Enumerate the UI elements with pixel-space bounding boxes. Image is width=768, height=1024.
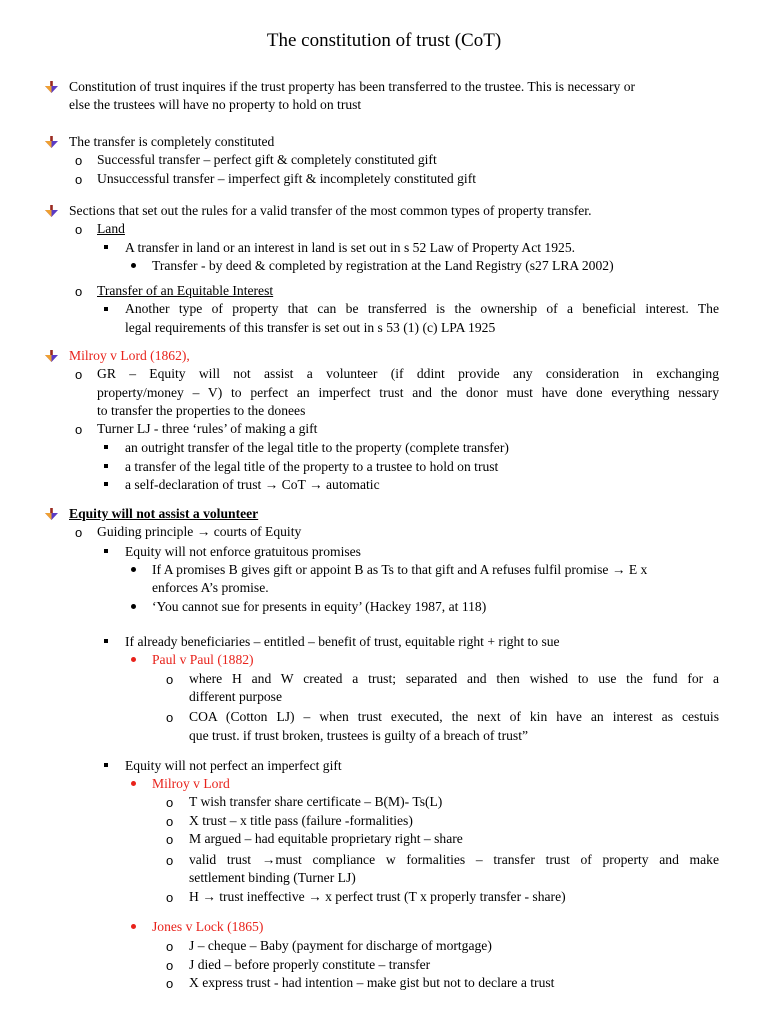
promise-line-1: If A promises B gives gift or appoint B as Ts to that gift and A refuses fulfil promise → E x xyxy=(152,562,648,577)
gr-line-2: property/money – V) to perfect an imperfect trust and the donor must have done everything nessary xyxy=(97,385,719,400)
intro-line-2: else the trustees will have no property to hold on trust xyxy=(69,97,362,112)
case-paul: Paul v Paul (1882) xyxy=(152,652,254,667)
circle-bullet-icon: o xyxy=(75,422,83,437)
milroy-4-line-1: valid trust →must compliance w formalities – transfer trust of property and make xyxy=(189,852,719,867)
arrow-bullet-icon xyxy=(45,205,58,219)
square-bullet-icon xyxy=(104,763,108,767)
arrow-bullet-icon xyxy=(45,136,58,150)
arrow-icon: → xyxy=(196,524,211,539)
square-bullet-icon xyxy=(104,464,108,468)
circle-bullet-icon: o xyxy=(166,795,174,810)
promise-line-2: enforces A’s promise. xyxy=(152,580,269,595)
equitable-line-2: legal requirements of this transfer is set out in s 53 (1) (c) LPA 1925 xyxy=(125,320,496,335)
arrow-icon: → xyxy=(308,889,322,904)
circle-bullet-icon: o xyxy=(166,814,174,829)
arrow-icon: → xyxy=(611,562,626,577)
land-rule: A transfer in land or an interest in land is set out in s 52 Law of Property Act 1925. xyxy=(125,240,576,255)
case-milroy: Milroy v Lord xyxy=(152,776,230,791)
circle-bullet-icon: o xyxy=(166,976,174,991)
circle-bullet-icon: o xyxy=(166,939,174,954)
milroy-3: M argued – had equitable proprietary right – share xyxy=(189,831,463,846)
arrow-bullet-icon xyxy=(45,81,58,95)
dot-bullet-icon xyxy=(131,567,136,572)
case-milroy-heading: Milroy v Lord (1862), xyxy=(69,348,190,363)
case-jones: Jones v Lock (1865) xyxy=(152,919,264,934)
transfer-heading: The transfer is completely constituted xyxy=(69,134,275,149)
sections-heading: Sections that set out the rules for a valid transfer of the most common types of property transfer. xyxy=(69,203,592,218)
dot-bullet-icon xyxy=(131,263,136,268)
circle-bullet-icon: o xyxy=(75,222,83,237)
dot-bullet-icon xyxy=(131,924,136,929)
gr-line-3: to transfer the properties to the donees xyxy=(97,403,306,418)
square-bullet-icon xyxy=(104,482,108,486)
circle-bullet-icon: o xyxy=(166,832,174,847)
circle-bullet-icon: o xyxy=(166,853,174,868)
rule-3: a self-declaration of trust → CoT → automatic xyxy=(125,477,380,492)
square-bullet-icon xyxy=(104,245,108,249)
circle-bullet-icon: o xyxy=(75,172,83,187)
arrow-icon: → xyxy=(309,477,323,492)
not-perfect: Equity will not perfect an imperfect gift xyxy=(125,758,342,773)
square-bullet-icon xyxy=(104,307,108,311)
jones-3: X express trust - had intention – make gist but not to declare a trust xyxy=(189,975,555,990)
arrow-icon: → xyxy=(261,852,276,867)
milroy-4-line-2: settlement binding (Turner LJ) xyxy=(189,870,356,885)
coa-line-1: COA (Cotton LJ) – when trust executed, the next of kin have an interest as cestuis xyxy=(189,709,719,724)
turner-rules: Turner LJ - three ‘rules’ of making a gift xyxy=(97,421,318,436)
circle-bullet-icon: o xyxy=(75,525,83,540)
land-deed: Transfer - by deed & completed by registration at the Land Registry (s27 LRA 2002) xyxy=(152,258,614,273)
rule-2: a transfer of the legal title of the property to a trustee to hold on trust xyxy=(125,459,499,474)
dot-bullet-icon xyxy=(131,604,136,609)
not-enforce: Equity will not enforce gratuitous promises xyxy=(125,544,361,559)
square-bullet-icon xyxy=(104,549,108,553)
milroy-2: X trust – x title pass (failure -formalities) xyxy=(189,813,413,828)
jones-2: J died – before properly constitute – transfer xyxy=(189,957,431,972)
milroy-5: H → trust ineffective → x perfect trust (T x properly transfer - share) xyxy=(189,889,566,904)
successful-transfer: Successful transfer – perfect gift & completely constituted gift xyxy=(97,152,437,167)
unsuccessful-transfer: Unsuccessful transfer – imperfect gift & incompletely constituted gift xyxy=(97,171,477,186)
arrow-icon: → xyxy=(264,477,279,492)
circle-bullet-icon: o xyxy=(75,153,83,168)
milroy-1: T wish transfer share certificate – B(M)- Ts(L) xyxy=(189,794,443,809)
square-bullet-icon xyxy=(104,445,108,449)
beneficiaries: If already beneficiaries – entitled – benefit of trust, equitable right + right to sue xyxy=(125,634,560,649)
circle-bullet-icon: o xyxy=(166,890,174,905)
paul-line-2: different purpose xyxy=(189,689,282,704)
arrow-bullet-icon xyxy=(45,350,58,364)
coa-line-2: que trust. if trust broken, trustees is guilty of a breach of trust” xyxy=(189,728,529,743)
circle-bullet-icon: o xyxy=(166,710,174,725)
arrow-bullet-icon xyxy=(45,508,58,522)
dot-bullet-icon xyxy=(131,657,136,662)
intro-line-1: Constitution of trust inquires if the trust property has been transferred to the trustee. This is necessary or xyxy=(69,79,636,94)
dot-bullet-icon xyxy=(131,781,136,786)
equitable-heading: Transfer of an Equitable Interest xyxy=(97,283,274,298)
arrow-icon: → xyxy=(202,889,216,904)
cannot-sue: ‘You cannot sue for presents in equity’ (Hackey 1987, at 118) xyxy=(152,599,487,614)
circle-bullet-icon: o xyxy=(75,367,83,382)
rule-1: an outright transfer of the legal title to the property (complete transfer) xyxy=(125,440,509,455)
volunteer-heading: Equity will not assist a volunteer xyxy=(69,506,259,521)
guiding-principle: Guiding principle → courts of Equity xyxy=(97,524,302,539)
equitable-line-1: Another type of property that can be transferred is the ownership of a beneficial interest. The xyxy=(125,301,719,316)
gr-line-1: GR – Equity will not assist a volunteer (if ddint provide any consideration in exchanging xyxy=(97,366,719,381)
paul-line-1: where H and W created a trust; separated and then wished to use the fund for a xyxy=(189,671,719,686)
land-heading: Land xyxy=(97,221,125,236)
jones-1: J – cheque – Baby (payment for discharge of mortgage) xyxy=(189,938,492,953)
circle-bullet-icon: o xyxy=(166,672,174,687)
page-title: The constitution of trust (CoT) xyxy=(266,30,502,51)
square-bullet-icon xyxy=(104,639,108,643)
circle-bullet-icon: o xyxy=(166,958,174,973)
circle-bullet-icon: o xyxy=(75,284,83,299)
